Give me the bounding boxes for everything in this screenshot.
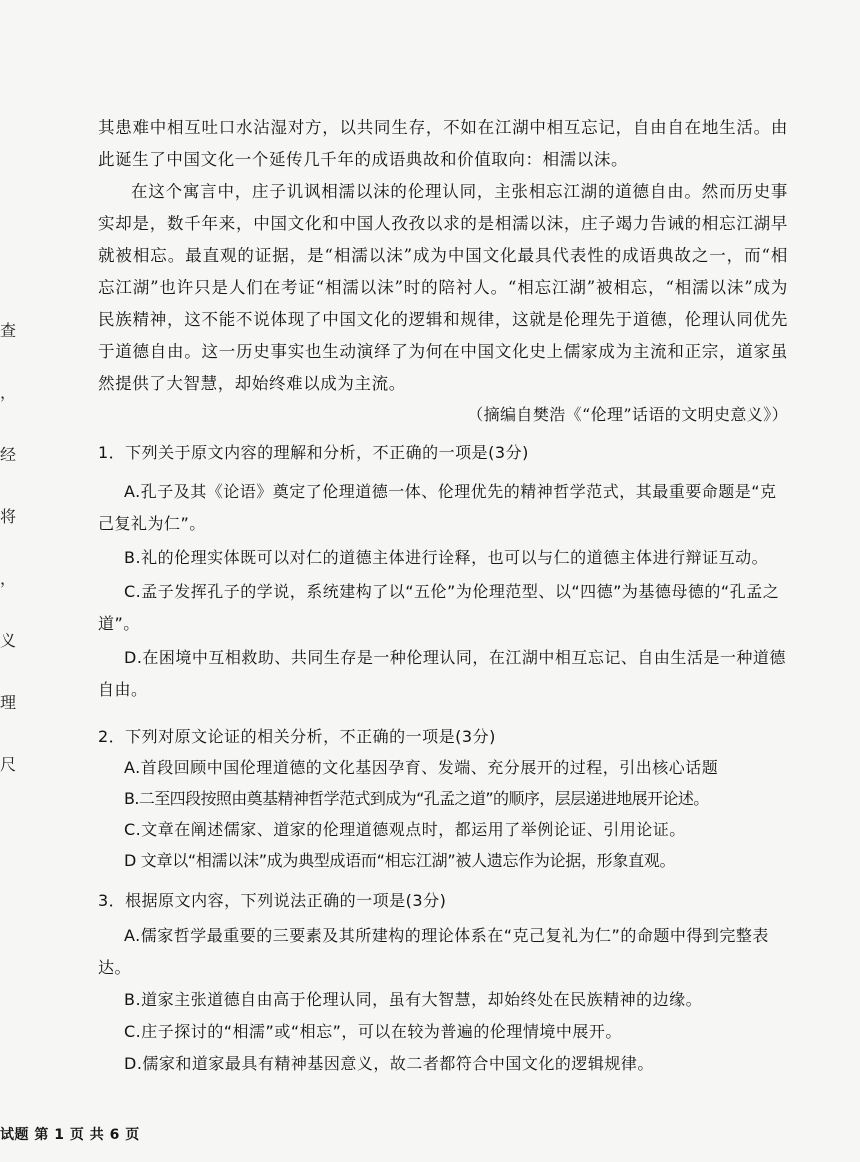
question-2-stem: 2．下列对原文论证的相关分析，不正确的一项是(3分) <box>98 727 496 746</box>
question-1-option-a: A.孔子及其《论语》奠定了伦理道德一体、伦理优先的精神哲学范式，其最重要命题是“克己复礼为仁”。 <box>98 482 777 533</box>
question-3-option-c: C.庄子探讨的“相濡”或“相忘”，可以在较为普遍的伦理情境中展开。 <box>124 1022 622 1041</box>
question-3-stem: 3．根据原文内容，下列说法正确的一项是(3分) <box>98 891 447 910</box>
question-1-stem: 1．下列关于原文内容的理解和分析，不正确的一项是(3分) <box>98 443 529 462</box>
page-footer: 试题 第 1 页 共 6 页 <box>0 1127 140 1143</box>
passage-paragraph <box>98 176 788 400</box>
margin-fragments: 查 ， 经 将 ， 义 理 尺 <box>0 321 17 774</box>
question-1-option-b: B.礼的伦理实体既可以对仁的道德主体进行诠释，也可以与仁的道德主体进行辩证互动。 <box>124 548 769 567</box>
question-2-option-d: D 文章以“相濡以沫”成为典型成语而“相忘江湖”被人遗忘作为论据，形象直观。 <box>124 851 676 870</box>
question-3-option-a: A.儒家哲学最重要的三要素及其所建构的理论体系在“克己复礼为仁”的命题中得到完整表达。 <box>98 926 769 977</box>
continuation-text: 其患难中相互吐口水沾湿对方，以共同生存，不如在江湖中相互忘记，自由自在地生活。由此诞生了中国文化一个延传几千年的成语典故和价值取向：相濡以沫。 <box>98 118 788 169</box>
question-2-option-b: B.二至四段按照由奠基精神哲学范式到成为“孔孟之道”的顺序，层层递进地展开论述。 <box>124 789 709 808</box>
question-2 <box>98 722 788 876</box>
question-2-option-c: C.文章在阐述儒家、道家的伦理道德观点时，都运用了举例论证、引用论证。 <box>124 820 686 839</box>
passage-source: （摘编自樊浩《“伦理”话语的文明史意义》） <box>467 405 788 424</box>
question-3-option-d: D.儒家和道家最具有精神基因意义，故二者都符合中国文化的逻辑规律。 <box>124 1054 654 1073</box>
question-1 <box>98 438 788 706</box>
paragraph-text: 在这个寓言中，庄子讥讽相濡以沫的伦理认同，主张相忘江湖的道德自由。然而历史事实却是，数千年来，中国文化和中国人孜孜以求的是相濡以沫，庄子竭力告诫的相忘江湖早就被相忘。最直观的证据，是“相濡以沫”成为中国文化最具代表性的成语典故之一，而“相忘江湖”也许只是人们在考证“相濡以沫”时的陪衬人。“相忘江湖”被相忘，“相濡以沫”成为民族精神，这不能不说体现了中国文化的逻辑和规律，这就是伦理先于道德，伦理认同优先于道德自由。这一历史事实也生动演绎了为何在中国文化史上儒家成为主流和正宗，道家虽然提供了大智慧，却始终难以成为主流。 <box>98 182 788 393</box>
question-3 <box>98 886 788 1080</box>
question-3-option-b: B.道家主张道德自由高于伦理认同，虽有大智慧，却始终处在民族精神的边缘。 <box>124 990 703 1009</box>
question-2-option-a: A.首段回顾中国伦理道德的文化基因孕育、发端、充分展开的过程，引出核心话题 <box>124 758 719 777</box>
question-1-option-d: D.在困境中互相救助、共同生存是一种伦理认同，在江湖中相互忘记、自由生活是一种道德自由。 <box>98 648 786 699</box>
passage-continuation <box>98 112 788 176</box>
question-1-option-c: C.孟子发挥孔子的学说，系统建构了以“五伦”为伦理范型、以“四德”为基德母德的“孔孟之道”。 <box>98 582 780 633</box>
